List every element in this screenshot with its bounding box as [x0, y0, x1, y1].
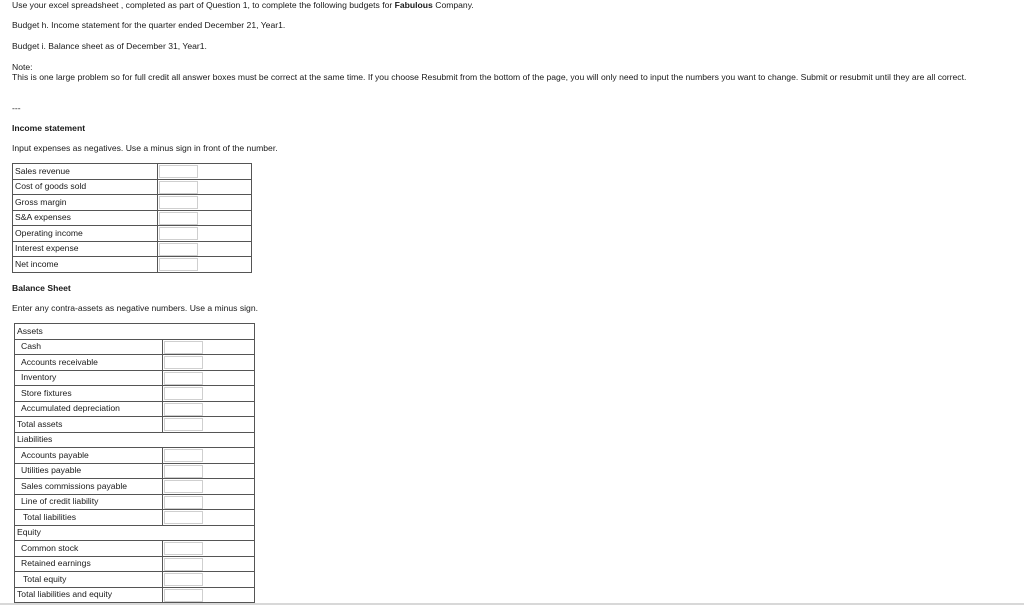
table-row	[15, 355, 255, 371]
answer-cell	[163, 355, 255, 371]
row-label: Accounts receivable	[15, 355, 163, 371]
table-row	[13, 210, 252, 226]
equity-section-label: Equity	[15, 525, 255, 541]
row-label: Inventory	[15, 370, 163, 386]
income-statement-instruction: Input expenses as negatives. Use a minus sign in front of the number.	[12, 143, 278, 153]
answer-cell	[158, 226, 252, 242]
table-row	[15, 587, 255, 603]
row-label: Total liabilities	[15, 510, 163, 526]
row-label: Utilities payable	[15, 463, 163, 479]
row-label: Common stock	[15, 541, 163, 557]
sales-revenue-input[interactable]	[159, 165, 198, 178]
table-row	[15, 417, 255, 433]
section-row	[15, 525, 255, 541]
accumulated-depreciation-input[interactable]	[164, 403, 203, 416]
row-label: Cash	[15, 339, 163, 355]
answer-cell	[158, 241, 252, 257]
row-label: Accounts payable	[15, 448, 163, 464]
answer-cell	[163, 494, 255, 510]
balance-sheet-instruction: Enter any contra-assets as negative numbers. Use a minus sign.	[12, 303, 258, 313]
answer-cell	[163, 339, 255, 355]
table-row	[15, 494, 255, 510]
table-row	[15, 479, 255, 495]
net-income-input[interactable]	[159, 258, 198, 271]
accounts-receivable-input[interactable]	[164, 356, 203, 369]
answer-cell	[158, 210, 252, 226]
operating-income-input[interactable]	[159, 227, 198, 240]
answer-cell	[158, 164, 252, 180]
balance-sheet-heading: Balance Sheet	[12, 283, 71, 293]
separator: ---	[12, 103, 21, 113]
note-text: This is one large problem so for full credit all answer boxes must be correct at the same time. If you choose Resubmit from the bottom of the page, you will only need to input the numbers you want to change. Submit or resubmit until they are all correct.	[12, 72, 967, 82]
answer-cell	[163, 541, 255, 557]
sales-commissions-payable-input[interactable]	[164, 480, 203, 493]
table-row	[15, 463, 255, 479]
answer-cell	[163, 401, 255, 417]
table-row	[13, 179, 252, 195]
table-row	[13, 257, 252, 273]
budget-h-text: Budget h. Income statement for the quarter ended December 21, Year1.	[12, 20, 286, 30]
section-row	[15, 324, 255, 340]
budget-i-text: Budget i. Balance sheet as of December 31, Year1.	[12, 41, 207, 51]
answer-cell	[163, 448, 255, 464]
answer-cell	[163, 370, 255, 386]
answer-cell	[163, 510, 255, 526]
row-label: Store fixtures	[15, 386, 163, 402]
answer-cell	[163, 587, 255, 603]
row-label: Operating income	[13, 226, 158, 242]
sa-expenses-input[interactable]	[159, 212, 198, 225]
table-row	[13, 241, 252, 257]
total-assets-input[interactable]	[164, 418, 203, 431]
row-label: Retained earnings	[15, 556, 163, 572]
liabilities-section-label: Liabilities	[15, 432, 255, 448]
balance-sheet-table	[14, 323, 255, 603]
row-label: Gross margin	[13, 195, 158, 211]
table-row	[13, 195, 252, 211]
gross-margin-input[interactable]	[159, 196, 198, 209]
section-row	[15, 432, 255, 448]
table-row	[15, 448, 255, 464]
intro-text	[12, 0, 474, 10]
intro-suffix: Company.	[432, 0, 474, 10]
table-row	[15, 541, 255, 557]
total-equity-input[interactable]	[164, 573, 203, 586]
answer-cell	[158, 195, 252, 211]
row-label: Accumulated depreciation	[15, 401, 163, 417]
table-row	[15, 401, 255, 417]
table-row	[15, 510, 255, 526]
row-label: Interest expense	[13, 241, 158, 257]
row-label: Total liabilities and equity	[15, 587, 163, 603]
intro-prefix: Use your excel spreadsheet , completed as part of Question 1, to complete the following budgets for	[12, 0, 395, 10]
table-row	[15, 370, 255, 386]
company-name: Fabulous	[394, 0, 433, 10]
income-statement-table	[12, 163, 252, 273]
total-liabilities-input[interactable]	[164, 511, 203, 524]
interest-expense-input[interactable]	[159, 243, 198, 256]
row-label: Total equity	[15, 572, 163, 588]
row-label: Cost of goods sold	[13, 179, 158, 195]
assets-section-label: Assets	[15, 324, 255, 340]
answer-cell	[158, 179, 252, 195]
row-label: S&A expenses	[13, 210, 158, 226]
store-fixtures-input[interactable]	[164, 387, 203, 400]
table-row	[15, 556, 255, 572]
common-stock-input[interactable]	[164, 542, 203, 555]
answer-cell	[163, 556, 255, 572]
answer-cell	[158, 257, 252, 273]
row-label: Total assets	[15, 417, 163, 433]
answer-cell	[163, 572, 255, 588]
row-label: Sales revenue	[13, 164, 158, 180]
inventory-input[interactable]	[164, 372, 203, 385]
utilities-payable-input[interactable]	[164, 465, 203, 478]
table-row	[15, 339, 255, 355]
row-label: Sales commissions payable	[15, 479, 163, 495]
answer-cell	[163, 386, 255, 402]
line-of-credit-input[interactable]	[164, 496, 203, 509]
row-label: Net income	[13, 257, 158, 273]
table-row	[15, 572, 255, 588]
accounts-payable-input[interactable]	[164, 449, 203, 462]
total-liabilities-equity-input[interactable]	[164, 589, 203, 602]
table-row	[13, 226, 252, 242]
answer-cell	[163, 463, 255, 479]
row-label: Line of credit liability	[15, 494, 163, 510]
retained-earnings-input[interactable]	[164, 558, 203, 571]
income-statement-heading: Income statement	[12, 123, 86, 133]
note-label: Note:	[12, 62, 33, 72]
table-row	[15, 386, 255, 402]
table-row	[13, 164, 252, 180]
answer-cell	[163, 479, 255, 495]
cash-input[interactable]	[164, 341, 203, 354]
answer-cell	[163, 417, 255, 433]
cogs-input[interactable]	[159, 181, 198, 194]
